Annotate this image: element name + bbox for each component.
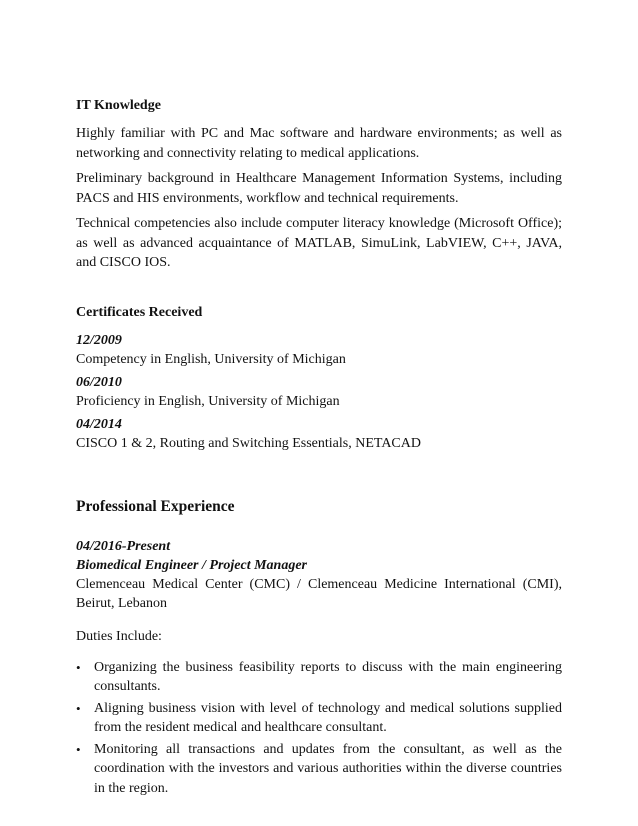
experience-heading: Professional Experience <box>76 497 235 515</box>
certificate-date: 04/2014 <box>76 416 122 432</box>
certificate-item <box>76 373 562 411</box>
certificates-heading: Certificates Received <box>76 304 203 320</box>
certificate-item <box>76 331 562 369</box>
it-knowledge-heading: IT Knowledge <box>76 98 161 113</box>
it-knowledge-section <box>76 96 562 273</box>
job-title: Biomedical Engineer / Project Manager <box>76 557 307 573</box>
certificate-date: 06/2010 <box>76 374 122 390</box>
bullet-icon: • <box>76 700 81 716</box>
duty-text: Organizing the business feasibility reports to discuss with the main engineering consultants. <box>94 659 562 694</box>
section-spacer <box>76 457 562 497</box>
experience-section <box>76 497 562 799</box>
certificate-name: Proficiency in English, University of Michigan <box>76 393 340 409</box>
duties-label: Duties Include: <box>76 628 162 644</box>
certificates-section <box>76 303 562 453</box>
bullet-icon: • <box>76 741 81 757</box>
duties-list <box>76 658 562 799</box>
section-spacer <box>76 279 562 303</box>
duty-text: Aligning business vision with level of technology and medical solutions supplied from the resident medical and healthcare consultant. <box>94 700 562 735</box>
duty-item <box>76 699 562 738</box>
certificate-item <box>76 415 562 453</box>
duty-item <box>76 658 562 697</box>
bullet-icon: • <box>76 659 81 675</box>
duty-item <box>76 740 562 799</box>
job-organization: Clemenceau Medical Center (CMC) / Clemenceau Medicine International (CMI), Beirut, Lebanon <box>76 576 562 611</box>
it-knowledge-paragraph: Highly familiar with PC and Mac software and hardware environments; as well as networking and connectivity relating to medical applications. <box>76 126 562 161</box>
certificate-name: Competency in English, University of Michigan <box>76 351 346 367</box>
it-knowledge-paragraph: Technical competencies also include computer literacy knowledge (Microsoft Office); as well as advanced acquaintance of MATLAB, SimuLink, LabVIEW, C++, JAVA, and CISCO IOS. <box>76 216 562 270</box>
it-knowledge-paragraph: Preliminary background in Healthcare Management Information Systems, including PACS and HIS environments, workflow and technical requirements. <box>76 171 562 206</box>
job-date: 04/2016-Present <box>76 538 171 554</box>
certificate-name: CISCO 1 & 2, Routing and Switching Essentials, NETACAD <box>76 435 421 451</box>
resume-page <box>76 96 562 800</box>
duty-text: Monitoring all transactions and updates from the consultant, as well as the coordination with the investors and various authorities within the diverse countries in the region. <box>94 741 562 796</box>
certificate-date: 12/2009 <box>76 332 122 348</box>
